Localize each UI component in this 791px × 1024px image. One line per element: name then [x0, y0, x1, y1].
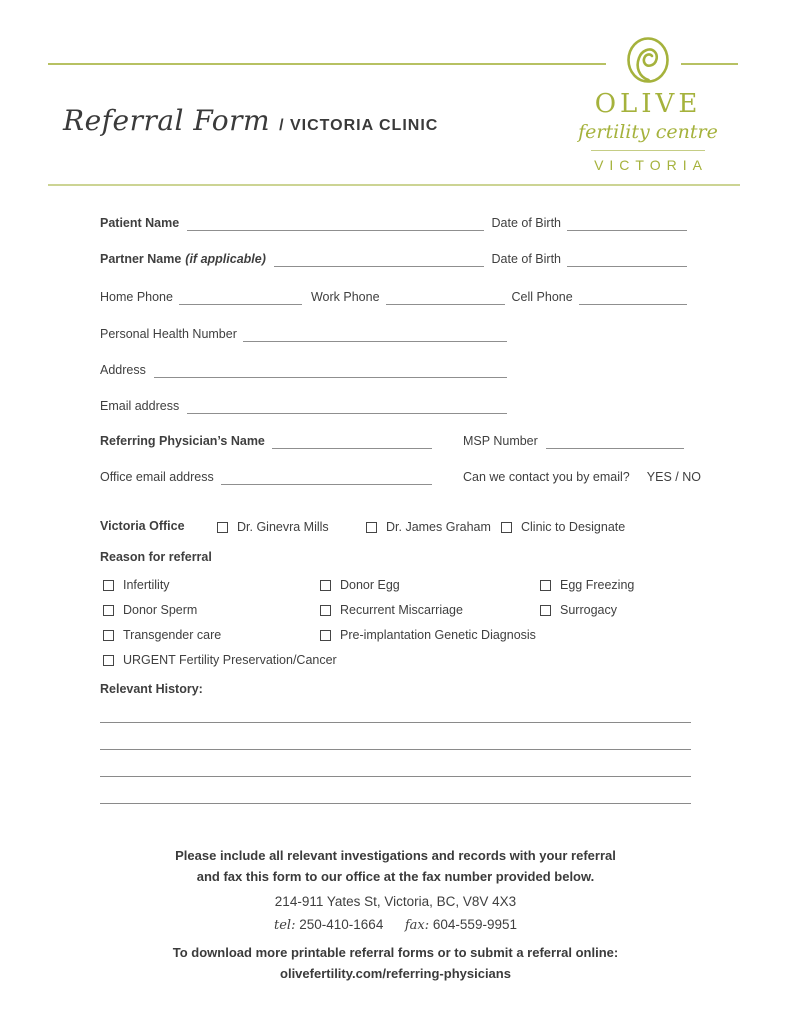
partner-name-note: (if applicable) [185, 252, 266, 266]
msp-row [463, 432, 684, 449]
victoria-office-label: Victoria Office [100, 519, 185, 533]
checkbox-infertility[interactable] [103, 580, 114, 591]
home-phone-label: Home Phone [100, 290, 173, 304]
office-option-ginevra-mills [217, 520, 329, 534]
phn-input[interactable] [243, 337, 507, 342]
page-title-clinic: / VICTORIA CLINIC [279, 117, 439, 134]
office-option-label: Clinic to Designate [521, 519, 626, 534]
office-option-clinic-to-designate [501, 520, 625, 534]
reason-for-referral-label: Reason for referral [100, 550, 212, 564]
patient-name-input[interactable] [187, 226, 483, 231]
patient-name-row [100, 214, 687, 231]
email-label: Email address [100, 399, 180, 413]
home-phone-input[interactable] [179, 300, 302, 305]
partner-name-input[interactable] [274, 262, 484, 267]
office-option-label: Dr. Ginevra Mills [237, 519, 329, 534]
reason-label: Transgender care [123, 627, 222, 642]
reason-pgd [320, 628, 536, 642]
reason-label: Pre-implantation Genetic Diagnosis [340, 627, 536, 642]
page-title-script: Referral Form [63, 104, 271, 137]
physician-name-label: Referring Physician’s Name [100, 434, 265, 448]
relevant-history-label: Relevant History: [100, 682, 203, 696]
msp-number-label: MSP Number [463, 434, 538, 448]
patient-dob-input[interactable] [567, 226, 687, 231]
office-email-row [100, 468, 432, 485]
clinic-phone-fax [0, 917, 791, 933]
work-phone-label: Work Phone [310, 290, 380, 304]
office-option-label: Dr. James Graham [386, 519, 491, 534]
reason-label: Infertility [123, 577, 170, 592]
history-line-3[interactable] [100, 776, 691, 777]
fax-number: 604-559-9951 [432, 917, 517, 932]
checkbox-urgent-fertility-preservation[interactable] [103, 655, 114, 666]
contact-by-email-question: Can we contact you by email? [463, 470, 630, 484]
history-line-1[interactable] [100, 722, 691, 723]
address-label: Address [100, 363, 146, 377]
physician-row [100, 432, 432, 449]
tel-label: tel: [274, 918, 296, 933]
partner-name-row [100, 250, 687, 267]
work-phone-input[interactable] [386, 300, 505, 305]
reason-label: URGENT Fertility Preservation/Cancer [123, 652, 337, 667]
checkbox-dr-james-graham[interactable] [366, 522, 377, 533]
fax-label: fax: [404, 918, 430, 933]
partner-dob-label: Date of Birth [491, 252, 561, 266]
checkbox-transgender-care[interactable] [103, 630, 114, 641]
logo-wordmark: OLIVE [594, 89, 702, 119]
office-option-james-graham [366, 520, 491, 534]
phones-row [100, 288, 687, 305]
reason-label: Donor Egg [340, 577, 400, 592]
logo-tagline: fertility centre [578, 121, 718, 143]
header-rule-bottom [48, 184, 740, 186]
clinic-address: 214-911 Yates St, Victoria, BC, V8V 4X3 [274, 894, 517, 909]
cell-phone-input[interactable] [579, 300, 687, 305]
olive-fertility-logo [570, 36, 726, 172]
history-line-4[interactable] [100, 803, 691, 804]
fax-notice-line-1: Please include all relevant investigations and records with your referral [175, 848, 616, 863]
header-rule-left [48, 63, 606, 65]
olive-swirl-icon [625, 36, 671, 84]
patient-dob-label: Date of Birth [491, 216, 561, 230]
reason-label: Surrogacy [560, 602, 617, 617]
address-row [100, 361, 507, 378]
page-title [63, 104, 438, 137]
email-input[interactable] [187, 409, 507, 414]
download-notice-line: To download more printable referral forms or to submit a referral online: [172, 945, 619, 960]
phn-row [100, 325, 507, 342]
fax-notice [0, 845, 791, 887]
reason-label: Donor Sperm [123, 602, 198, 617]
reason-donor-egg [320, 578, 400, 592]
checkbox-recurrent-miscarriage[interactable] [320, 605, 331, 616]
history-line-2[interactable] [100, 749, 691, 750]
phn-label: Personal Health Number [100, 327, 237, 341]
address-input[interactable] [154, 373, 507, 378]
reason-label: Egg Freezing [560, 577, 635, 592]
checkbox-donor-sperm[interactable] [103, 605, 114, 616]
checkbox-egg-freezing[interactable] [540, 580, 551, 591]
download-notice [0, 942, 791, 984]
reason-egg-freezing [540, 578, 634, 592]
partner-dob-input[interactable] [567, 262, 687, 267]
checkbox-dr-ginevra-mills[interactable] [217, 522, 228, 533]
reason-infertility [103, 578, 170, 592]
fax-notice-line-2: and fax this form to our office at the fax number provided below. [196, 869, 595, 884]
cell-phone-label: Cell Phone [511, 290, 573, 304]
reason-label: Recurrent Miscarriage [340, 602, 463, 617]
referral-url[interactable]: olivefertility.com/referring-physicians [280, 966, 511, 981]
reason-transgender-care [103, 628, 221, 642]
office-email-input[interactable] [221, 480, 432, 485]
physician-name-input[interactable] [272, 444, 432, 449]
email-row [100, 397, 507, 414]
logo-divider [591, 150, 705, 151]
reason-surrogacy [540, 603, 617, 617]
tel-number: 250-410-1664 [299, 917, 384, 932]
patient-name-label: Patient Name [100, 216, 180, 230]
reason-recurrent-miscarriage [320, 603, 463, 617]
partner-name-label: Partner Name [100, 252, 182, 266]
checkbox-surrogacy[interactable] [540, 605, 551, 616]
office-email-label: Office email address [100, 470, 214, 484]
msp-number-input[interactable] [546, 444, 684, 449]
checkbox-donor-egg[interactable] [320, 580, 331, 591]
reason-urgent-fertility-preservation [103, 653, 337, 667]
reason-donor-sperm [103, 603, 197, 617]
checkbox-pre-implantation-genetic-diagnosis[interactable] [320, 630, 331, 641]
checkbox-clinic-to-designate[interactable] [501, 522, 512, 533]
contact-by-email-options[interactable]: YES / NO [646, 470, 701, 484]
contact-by-email-row [463, 468, 701, 485]
logo-location: VICTORIA [594, 157, 708, 173]
